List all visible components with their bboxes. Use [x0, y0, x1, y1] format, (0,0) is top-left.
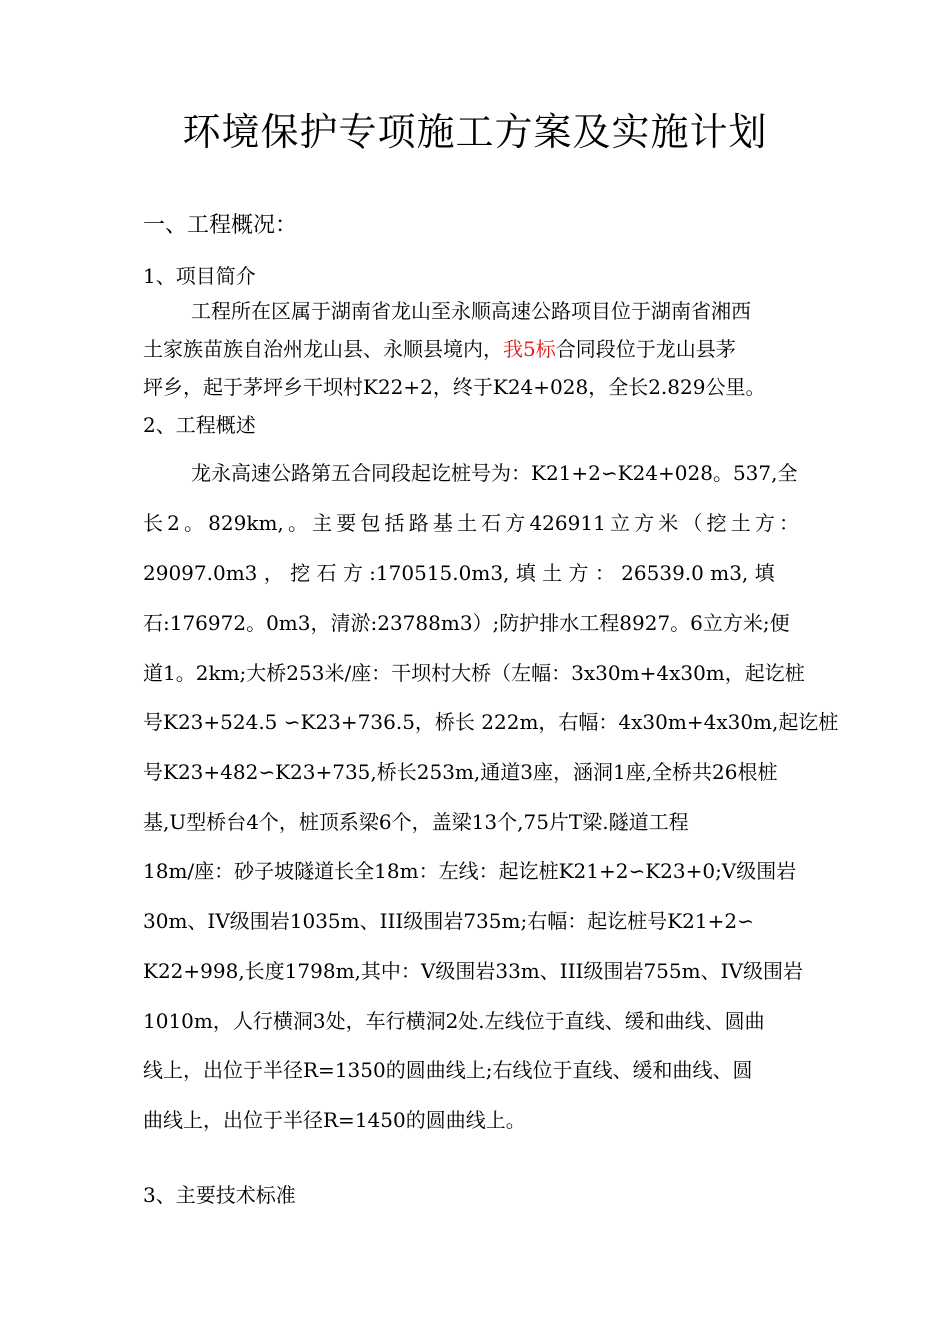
- overview-line: K22+998,长度1798m,其中：V级围岩33m、III级围岩755m、IV级围岩: [143, 959, 803, 983]
- overview-line: 长2。829km,。主要包括路基土石方426911立方米（挖土方：: [143, 511, 799, 535]
- overview-line: 号K23+524.5 ∽K23+736.5，桥长 222m，右幅：4x30m+4x30m,起讫桩: [143, 710, 839, 734]
- overview-line: 曲线上，出位于半径R=1450的圆曲线上。: [143, 1108, 526, 1132]
- overview-line: 道1。2km;大桥253米/座：干坝村大桥（左幅：3x30m+4x30m，起讫桩: [143, 661, 805, 685]
- overview-line: 30m、IV级围岩1035m、III级围岩735m;右幅：起讫桩号K21+2∽: [143, 909, 754, 933]
- subsection-heading-technical-standards: 3、主要技术标准: [143, 1183, 296, 1207]
- subsection-heading-project-description: 2、工程概述: [143, 413, 256, 437]
- intro-line-2: [143, 334, 736, 364]
- section-heading-project-overview: 一、工程概况：: [143, 213, 298, 238]
- overview-line: 号K23+482∽K23+735,桥长253m,通道3座，涵洞1座,全桥共26根桩: [143, 760, 778, 784]
- document-title: 环境保护专项施工方案及实施计划: [182, 110, 768, 154]
- overview-line: 龙永高速公路第五合同段起讫桩号为：K21+2∽K24+028。537,全: [191, 461, 798, 485]
- intro-line-3: 坪乡，起于茅坪乡干坝村K22+2，终于K24+028，全长2.829公里。: [143, 375, 766, 399]
- overview-line: 石:176972。0m3，清淤:23788m3）;防护排水工程8927。6立方米;便: [143, 611, 790, 635]
- bid-section-highlight: 我5标: [503, 337, 556, 361]
- intro-line-2-text-after: 合同段位于龙山县茅: [555, 337, 736, 361]
- intro-line-1: 工程所在区属于湖南省龙山至永顺高速公路项目位于湖南省湘西: [191, 299, 751, 323]
- overview-line: 线上，出位于半径R=1350的圆曲线上;右线位于直线、缓和曲线、圆: [143, 1058, 753, 1082]
- overview-line: 基,U型桥台4个，桩顶系梁6个，盖梁13个,75片T梁.隧道工程: [143, 810, 689, 834]
- overview-line: 18m/座：砂子坡隧道长全18m：左线：起讫桩K21+2∽K23+0;V级围岩: [143, 859, 797, 883]
- overview-line: 1010m，人行横洞3处，车行横洞2处.左线位于直线、缓和曲线、圆曲: [143, 1009, 765, 1033]
- subsection-heading-project-intro: 1、项目简介: [143, 264, 256, 288]
- intro-line-2-text-before: 土家族苗族自治州龙山县、永顺县境内，: [143, 337, 503, 361]
- overview-line: 29097.0m3 ， 挖 石 方 :170515.0m3, 填 土 方 ： 26539.0 m3, 填: [143, 561, 775, 585]
